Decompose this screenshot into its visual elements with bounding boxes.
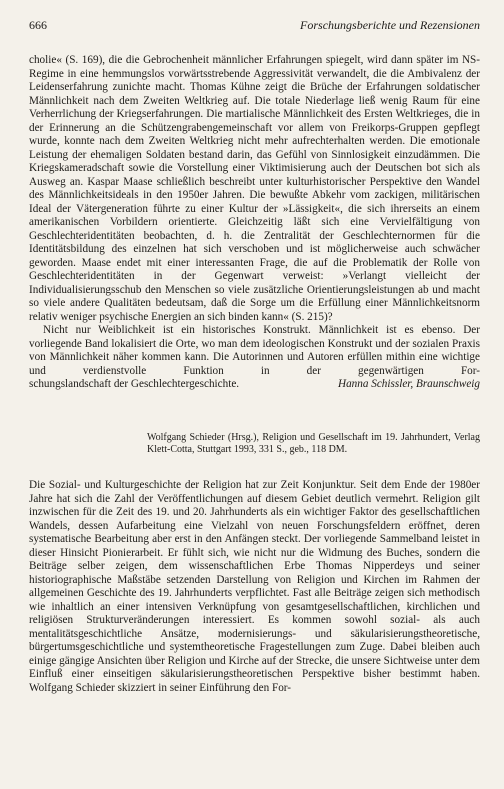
page-number: 666 [29,18,47,32]
review2-body: Die Sozial- und Kulturgeschichte der Religion hat zur Zeit Konjunktur. Seit dem Ende der 1980er Jahre hat sich die Zahl der Veröffentlichungen auf diesem Gebiet deutlich vermehrt. Religion gilt inzwischen für die Zeit des 19. und 20. Jahrhunderts als ein wichtiger Faktor des gesellschaftlichen Wandels, dessen Aufarbeitung eine Vielzahl von neuen Forschungsfeldern eröffnet, deren systematische Bearbeitung aber erst in den Anfängen steckt. Der vorliegende Sammelband leistet in dieser Hinsicht Pionierarbeit. Er fühlt sich, wie nicht nur die Widmung des Buches, sondern die Beiträge selber zeigen, dem wissenschaftlichen Erbe Thomas Nipperdeys und seiner historiographische Maßstäbe setzenden Darstellung von Religion und Kirchen im Rahmen der allgemeinen Geschichte des 19. Jahrhunderts verpflichtet. Fast alle Beiträge zeigen sich methodisch wie inhaltlich an einer intensiven Verknüpfung von gesamtgesellschaftlichen, kirchlichen und religiösen Strukturveränderungen interessiert. Es kommen sowohl sozial- als auch mentalitätsgeschichtliche Ansätze, modernisierungs- und säkularisierungstheoretische, bürgertumsgeschichtliche und systemtheoretische Fragestellungen zum Zuge. Dabei bleiben auch einige gängige Ansichten über Religion und Kirche auf der Strecke, die unsere Sichtweise unter dem Einfluß einer einseitigen säkularisierungstheoretischen Perspektive bisher bestimmt haben. Wolfgang Schieder skizziert in seiner Einführung den For- [29,479,480,694]
running-head [29,18,480,32]
review1-signature-line [29,378,480,392]
review1-paragraph-2: Nicht nur Weiblichkeit ist ein historisches Konstrukt. Männlichkeit ist es ebenso. Der vorliegende Band lokalisiert die Orte, wo man dem ideologischen Konstrukt und der sozialen Praxis von Männlichkeit näher kommen kann. Die Autorinnen und Autoren erfüllen mithin eine wichtige und verdienstvolle Funktion in der gegenwärtigen For- [29,324,480,377]
book-citation: Wolfgang Schieder (Hrsg.), Religion und Gesellschaft im 19. Jahrhundert, Verlag Klett-Cotta, Stuttgart 1993, 331 S., geb., 118 DM. [147,431,480,456]
reviewer-name: Hanna Schissler, Braunschweig [337,378,480,390]
section-title: Forschungsberichte und Rezensionen [300,18,480,32]
review1-paragraph-1: cholie« (S. 169), die die Gebrochenheit männlicher Erfahrungen spiegelt, wird dann später im NS-Regime in eine hemmungslos vorwärtsstrebende Aggressivität verwandelt, die die Ambivalenz der Leidenserfahrung zunichte macht. Thomas Kühne zeigt die Brüche der Erfahrungen soldatischer Männlichkeit nach dem Zweiten Weltkrieg auf. Die totale Niederlage ließ wenig Raum für eine Verherrlichung der Kriegserfahrungen. Die martialische Männlichkeit des Ersten Weltkrieges, die in der Erinnerung an die Schützengrabengemeinschaft vor allem von Freikorps-Gruppen gepflegt wurde, konnte nach dem Zweiten Weltkrieg nicht mehr aufrechterhalten werden. Die emotionale Leistung der ehemaligen Soldaten bestand darin, das Gefühl von Sinnlosigkeit einzudämmen. Die Kriegskameradschaft sowie die Vorstellung einer Viktimisierung auch der Deutschen bot sich als Ausweg an. Kaspar Maase schließlich beschreibt unter kulturhistorischer Perspektive den Wandel des Männlichkeitsideals in den 1950er Jahren. Die bewußte Abkehr vom zackigen, militärischen Ideal der Vätergeneration führte zu einer Kultur der »Lässigkeit«, die sich ihrerseits an einem amerikanischen Vorbildern orientierte. Gleichzeitig läßt sich eine Vervielfältigung von Geschlechteridentitäten beobachten, d. h. die Zentralität der Geschlechternormen für die Identitätsbildung des einzelnen hat sich verschoben und ist möglicherweise auch schwächer geworden. Maase endet mit einer interessanten Frage, die auf die Problematik der Rolle von Geschlechteridentitäten in der Gegenwart verweist: »Verlangt vielleicht der Individualisierungsschub den Menschen so viele zusätzliche Orientierungsleistungen ab und macht so viele andere Qualitäten bedeutsam, daß die Sorge um die Erfüllung einer Männlichkeitsnorm relativ weniger psychische Energien an sich binden kann« (S. 215)? [29,54,480,323]
review1-paragraph-2-last-line: schungslandschaft der Geschlechtergeschichte. [29,378,240,390]
